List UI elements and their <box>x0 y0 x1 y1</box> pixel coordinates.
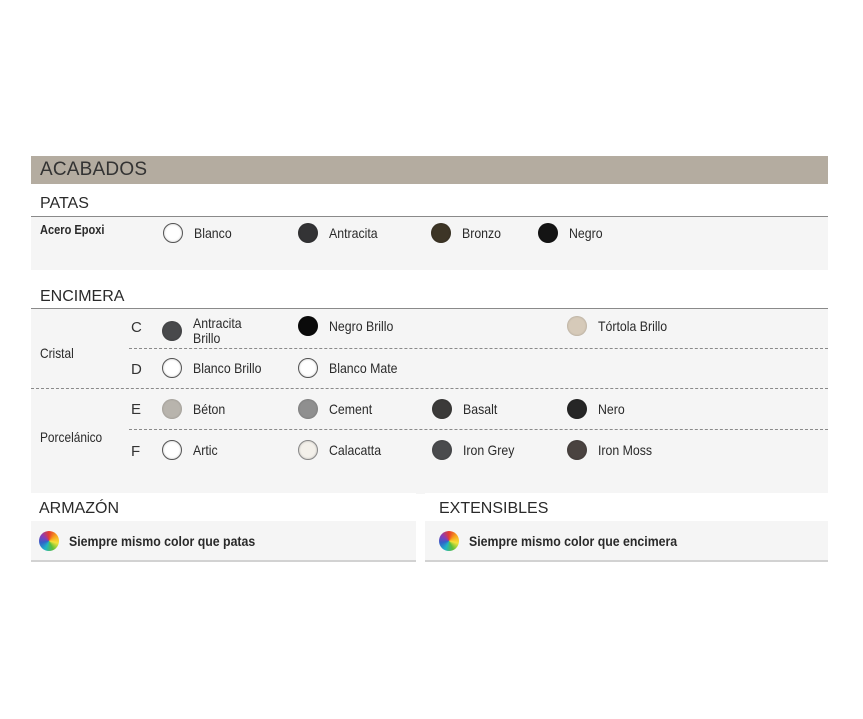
cristal-label: Cristal <box>40 345 74 361</box>
swatch-tortola-brillo[interactable] <box>567 316 677 336</box>
swatch-label: Blanco <box>194 224 232 241</box>
swatch-iron-moss[interactable] <box>567 440 659 460</box>
swatch-label: Calacatta <box>329 441 382 458</box>
patas-title: PATAS <box>31 184 828 217</box>
extensibles-box <box>425 493 828 562</box>
porcelanico-label: Porcelánico <box>40 429 103 445</box>
swatch-label: Artic <box>193 441 218 458</box>
swatch-label: Antracita <box>329 224 378 241</box>
swatch-label: Tórtola Brillo <box>598 317 668 334</box>
swatch-dot <box>432 399 452 419</box>
swatch-artic[interactable] <box>162 440 221 460</box>
encimera-row-f <box>31 441 828 494</box>
swatch-dot <box>567 316 587 336</box>
swatch-label: Basalt <box>463 400 498 417</box>
swatch-blanco[interactable] <box>163 223 237 243</box>
swatch-dot <box>162 399 182 419</box>
swatch-dot <box>298 358 318 378</box>
swatch-dot <box>567 399 587 419</box>
color-wheel-icon <box>439 531 459 551</box>
row-divider <box>129 429 828 430</box>
encimera-section <box>31 279 828 451</box>
swatch-label: Cement <box>329 400 373 417</box>
swatch-label: Bronzo <box>462 224 502 241</box>
extensibles-title: EXTENSIBLES <box>425 493 828 521</box>
swatch-dot <box>162 321 182 341</box>
armazon-text: Siempre mismo color que patas <box>69 532 256 549</box>
row-letter-c: C <box>131 319 142 336</box>
patas-row <box>31 217 828 262</box>
swatch-antracita-brillo[interactable] <box>162 316 273 346</box>
swatch-nero[interactable] <box>567 399 628 419</box>
swatch-label: Blanco Mate <box>329 359 398 376</box>
acabados-header: ACABADOS <box>31 156 828 184</box>
swatch-label: Iron Grey <box>463 441 515 458</box>
extensibles-text: Siempre mismo color que encimera <box>469 532 678 549</box>
patas-section <box>31 184 828 270</box>
armazon-info <box>39 531 281 551</box>
swatch-basalt[interactable] <box>432 399 502 419</box>
color-wheel-icon <box>39 531 59 551</box>
swatch-antracita[interactable] <box>298 223 384 243</box>
row-letter-e: E <box>131 401 142 418</box>
swatch-negro[interactable] <box>538 223 607 243</box>
swatch-dot <box>431 223 451 243</box>
swatch-beton[interactable] <box>162 399 230 419</box>
swatch-dot <box>567 440 587 460</box>
swatch-iron-grey[interactable] <box>432 440 521 460</box>
swatch-label: Negro Brillo <box>329 317 394 334</box>
swatch-negro-brillo[interactable] <box>298 316 402 336</box>
encimera-title: ENCIMERA <box>31 279 828 309</box>
swatch-dot <box>162 440 182 460</box>
swatch-dot <box>162 358 182 378</box>
swatch-label: Blanco Brillo <box>193 359 262 376</box>
row-divider <box>129 348 828 349</box>
swatch-label: Béton <box>193 400 226 417</box>
armazon-title: ARMAZÓN <box>31 493 416 521</box>
swatch-label: Iron Moss <box>598 441 653 458</box>
row-letter-f: F <box>131 443 141 460</box>
swatch-blanco-mate[interactable] <box>298 358 407 378</box>
patas-row-label: Acero Epoxi <box>40 222 105 237</box>
acabados-panel <box>31 156 828 549</box>
swatch-dot <box>538 223 558 243</box>
swatch-dot <box>298 399 318 419</box>
swatch-label: Negro <box>569 224 603 241</box>
swatch-dot <box>432 440 452 460</box>
swatch-dot <box>298 223 318 243</box>
armazon-box <box>31 493 416 562</box>
swatch-blanco-brillo[interactable] <box>162 358 271 378</box>
swatch-dot <box>163 223 183 243</box>
extensibles-info <box>439 531 706 551</box>
group-divider <box>31 388 828 389</box>
row-letter-d: D <box>131 361 142 378</box>
swatch-label: Nero <box>598 400 625 417</box>
swatch-dot <box>298 440 318 460</box>
swatch-calacatta[interactable] <box>298 440 388 460</box>
swatch-dot <box>298 316 318 336</box>
swatch-label: Antracita Brillo <box>193 315 242 346</box>
swatch-cement[interactable] <box>298 399 378 419</box>
swatch-bronzo[interactable] <box>431 223 506 243</box>
